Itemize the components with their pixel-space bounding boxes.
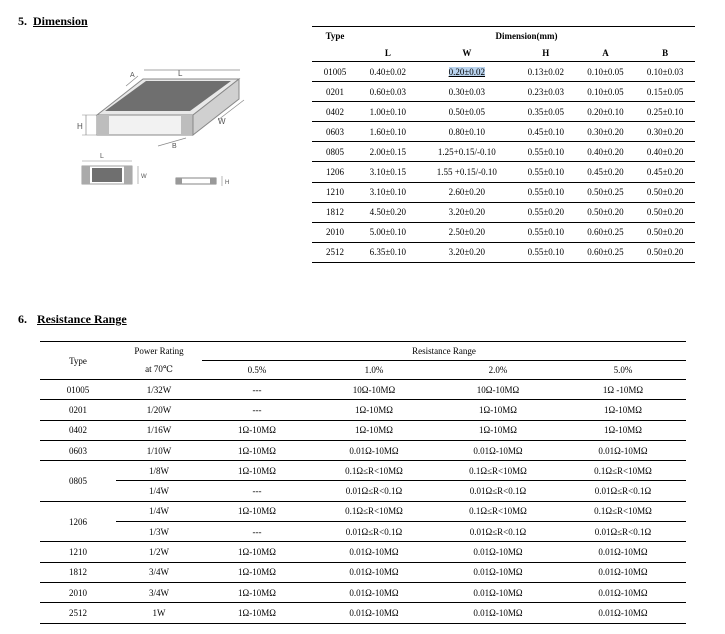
res-type-header: Type	[40, 342, 116, 380]
res-range-header: Resistance Range	[202, 342, 686, 361]
cell: 0201	[40, 400, 116, 420]
cell: 0.40±0.20	[635, 142, 695, 162]
cell: 0.01Ω-10MΩ	[436, 440, 560, 460]
cell: 0.50±0.20	[635, 222, 695, 242]
cell: 0.01Ω-10MΩ	[312, 542, 436, 562]
table-row	[40, 562, 686, 582]
table-row	[40, 440, 686, 460]
cell: 0.60±0.25	[576, 222, 636, 242]
cell: 0.01Ω-10MΩ	[560, 440, 686, 460]
table-row	[312, 202, 695, 222]
cell: 0.30±0.20	[635, 122, 695, 142]
dim-col-A: A	[576, 44, 636, 62]
cell: 0.1Ω≤R<10MΩ	[560, 461, 686, 481]
cell: 0.50±0.05	[418, 102, 516, 122]
cell: 0.60±0.25	[587, 247, 624, 258]
cell: 0.01Ω-10MΩ	[598, 607, 648, 618]
cell: 0.23±0.03	[516, 82, 576, 102]
cell: 0.30±0.03	[418, 82, 516, 102]
cell: 0.55±0.10	[516, 222, 576, 242]
cell: ---	[202, 522, 312, 542]
dim-col-L: L	[358, 44, 418, 62]
cell: 1Ω-10MΩ	[436, 400, 560, 420]
cell: 1/8W	[116, 461, 202, 481]
table-row	[40, 481, 686, 501]
cell: 0.01Ω-10MΩ	[473, 607, 523, 618]
cell: 1Ω-10MΩ	[202, 582, 312, 602]
cell: 0.01Ω≤R<0.1Ω	[436, 522, 560, 542]
label-B: B	[172, 143, 177, 150]
cell: 1/16W	[116, 420, 202, 440]
cell: 0.25±0.10	[635, 102, 695, 122]
label-W-small: W	[141, 174, 147, 180]
cell: 1Ω-10MΩ	[436, 420, 560, 440]
cell: 1210	[40, 542, 116, 562]
cell: 0402	[40, 420, 116, 440]
cell: 0.45±0.20	[635, 162, 695, 182]
cell: 1/2W	[116, 542, 202, 562]
cell: 0.50±0.20	[635, 202, 695, 222]
cell: 1Ω-10MΩ	[202, 562, 312, 582]
cell: 3/4W	[116, 562, 202, 582]
table-row	[312, 62, 695, 82]
chip-front-face	[97, 115, 193, 135]
res-tol-50: 5.0%	[560, 361, 686, 380]
table-row	[40, 461, 686, 481]
table-row	[312, 242, 695, 262]
cell: 1Ω-10MΩ	[312, 400, 436, 420]
cell: 0.01Ω-10MΩ	[349, 607, 399, 618]
cell: 0.15±0.05	[635, 82, 695, 102]
cell: 1Ω-10MΩ	[312, 420, 436, 440]
cell: 0.01Ω≤R<0.1Ω	[560, 522, 686, 542]
right-terminal	[181, 115, 193, 135]
res-tol-10: 1.0%	[312, 361, 436, 380]
cell: ---	[202, 481, 312, 501]
label-H: H	[77, 122, 83, 131]
highlighted-cell: 0.20±0.02	[448, 66, 486, 77]
cell: 0.01Ω≤R<0.1Ω	[312, 522, 436, 542]
cell: 0201	[312, 82, 358, 102]
cell: 0.01Ω-10MΩ	[436, 582, 560, 602]
chip-resistor-dimension-diagram	[60, 48, 250, 198]
cell: 0.55±0.10	[516, 142, 576, 162]
label-L: L	[178, 69, 183, 78]
cell: 0.1Ω≤R<10MΩ	[436, 501, 560, 521]
cell: 3.10±0.10	[358, 182, 418, 202]
table-row	[312, 122, 695, 142]
cell: 0.60±0.03	[358, 82, 418, 102]
table-row	[40, 420, 686, 440]
dimension-table	[312, 26, 695, 263]
left-terminal	[97, 115, 109, 135]
cell: 1Ω -10MΩ	[560, 380, 686, 400]
cell: 0.50±0.20	[646, 247, 684, 258]
cell: 1.00±0.10	[358, 102, 418, 122]
cell: 1/4W	[116, 481, 202, 501]
cell: 1Ω-10MΩ	[202, 440, 312, 460]
section-5-title: Dimension	[33, 14, 88, 28]
cell: 2.50±0.20	[418, 222, 516, 242]
dim-type-header: Type	[325, 30, 345, 41]
cell: 4.50±0.20	[358, 202, 418, 222]
cell: 0.13±0.02	[516, 62, 576, 82]
cell: 01005	[312, 62, 358, 82]
cell: 3.10±0.15	[358, 162, 418, 182]
cell: 1206	[312, 162, 358, 182]
cell: 1Ω-10MΩ	[560, 420, 686, 440]
cell: 3.20±0.20	[418, 202, 516, 222]
table-row	[312, 102, 695, 122]
label-H-small: H	[225, 180, 230, 186]
cell: 1/10W	[116, 440, 202, 460]
table-row	[312, 222, 695, 242]
cell: 0.01Ω≤R<0.1Ω	[560, 481, 686, 501]
cell: 0.20±0.10	[576, 102, 636, 122]
cell: 5.00±0.10	[358, 222, 418, 242]
cell: 0.01Ω-10MΩ	[312, 562, 436, 582]
res-power-header-2: at 70℃	[116, 361, 202, 380]
cell: 0805	[40, 461, 116, 502]
cell: 1Ω-10MΩ	[202, 501, 312, 521]
cell: 1Ω-10MΩ	[202, 542, 312, 562]
cell: 01005	[40, 380, 116, 400]
label-A: A	[130, 72, 135, 79]
table-row	[312, 162, 695, 182]
table-row	[312, 82, 695, 102]
cell: 1.25+0.15/-0.10	[418, 142, 516, 162]
cell: 2010	[40, 582, 116, 602]
section-6-title: Resistance Range	[37, 312, 127, 326]
cell: 1.55 +0.15/-0.10	[418, 162, 516, 182]
cell: 0.01Ω-10MΩ	[560, 562, 686, 582]
cell: 0603	[312, 122, 358, 142]
table-row	[40, 603, 686, 623]
cell: 1W	[152, 607, 166, 618]
cell: 2512	[69, 607, 87, 618]
res-tol-05: 0.5%	[202, 361, 312, 380]
resistance-range-table	[40, 341, 686, 624]
cell: 3/4W	[116, 582, 202, 602]
table-row	[312, 182, 695, 202]
cell: 0.35±0.05	[516, 102, 576, 122]
section-6-heading	[18, 312, 127, 327]
table-row	[40, 501, 686, 521]
cell: 0.40±0.02	[358, 62, 418, 82]
cell: 0.55±0.20	[516, 202, 576, 222]
cell: 0.80±0.10	[418, 122, 516, 142]
cell: 0.45±0.10	[516, 122, 576, 142]
cell: 0.10±0.05	[576, 62, 636, 82]
cell: 1Ω-10MΩ	[238, 607, 276, 618]
cell: 0.45±0.20	[576, 162, 636, 182]
cell: 6.35±0.10	[369, 247, 407, 258]
cell: 2512	[326, 247, 344, 258]
table-row	[40, 582, 686, 602]
section-5-heading	[18, 14, 88, 29]
cell: 0.10±0.05	[576, 82, 636, 102]
cell: 1/4W	[116, 501, 202, 521]
cell: 1.60±0.10	[358, 122, 418, 142]
cell: 0.55±0.10	[527, 247, 565, 258]
cell: 2.60±0.20	[418, 182, 516, 202]
cell: 0603	[40, 440, 116, 460]
cell: 0.1Ω≤R<10MΩ	[312, 501, 436, 521]
cell: 3.20±0.20	[448, 247, 486, 258]
cell: 0402	[312, 102, 358, 122]
cell: 0.01Ω-10MΩ	[312, 582, 436, 602]
dim-group-header: Dimension(mm)	[495, 30, 558, 41]
cell: 0.01Ω-10MΩ	[560, 582, 686, 602]
section-5-number: 5.	[18, 14, 27, 28]
cell: 0.1Ω≤R<10MΩ	[436, 461, 560, 481]
cell: 1Ω-10MΩ	[560, 400, 686, 420]
res-power-header-1: Power Rating	[134, 346, 184, 357]
cell: 1/32W	[116, 380, 202, 400]
cell: 0.1Ω≤R<10MΩ	[312, 461, 436, 481]
cell: 0.50±0.25	[576, 182, 636, 202]
cell: 2.00±0.15	[358, 142, 418, 162]
cell: 1812	[40, 562, 116, 582]
table-row	[40, 522, 686, 542]
dim-col-B: B	[635, 44, 695, 62]
cell: 10Ω-10MΩ	[312, 380, 436, 400]
cell: 0.30±0.20	[576, 122, 636, 142]
res-tol-20: 2.0%	[436, 361, 560, 380]
cell: 1812	[312, 202, 358, 222]
cell: 0.55±0.10	[516, 162, 576, 182]
cell: 0.40±0.20	[576, 142, 636, 162]
cell: 0.01Ω-10MΩ	[312, 440, 436, 460]
table-row	[40, 380, 686, 400]
cell: 10Ω-10MΩ	[436, 380, 560, 400]
cell: 0.01Ω-10MΩ	[436, 542, 560, 562]
cell: 0.01Ω≤R<0.1Ω	[436, 481, 560, 501]
cell: ---	[202, 400, 312, 420]
cell: 0.1Ω≤R<10MΩ	[560, 501, 686, 521]
cell: 0.10±0.03	[635, 62, 695, 82]
dim-col-H: H	[516, 44, 576, 62]
table-row	[312, 142, 695, 162]
section-6-number: 6.	[18, 312, 27, 326]
cell: 0.50±0.20	[635, 182, 695, 202]
label-L-small: L	[100, 153, 104, 160]
cell: 1Ω-10MΩ	[202, 420, 312, 440]
cell: 0805	[312, 142, 358, 162]
cell: 1210	[312, 182, 358, 202]
cell: 0.50±0.20	[576, 202, 636, 222]
cell: 1Ω-10MΩ	[202, 461, 312, 481]
cell: 2010	[312, 222, 358, 242]
table-row	[40, 400, 686, 420]
label-W: W	[218, 117, 226, 126]
cell: 1/3W	[116, 522, 202, 542]
cell: 0.01Ω≤R<0.1Ω	[312, 481, 436, 501]
cell: 0.55±0.10	[516, 182, 576, 202]
cell: 0.01Ω-10MΩ	[436, 562, 560, 582]
cell: ---	[202, 380, 312, 400]
cell: 0.01Ω-10MΩ	[560, 542, 686, 562]
table-row	[40, 542, 686, 562]
cell: 1/20W	[116, 400, 202, 420]
dim-col-W: W	[418, 44, 516, 62]
cell: 1206	[40, 501, 116, 542]
